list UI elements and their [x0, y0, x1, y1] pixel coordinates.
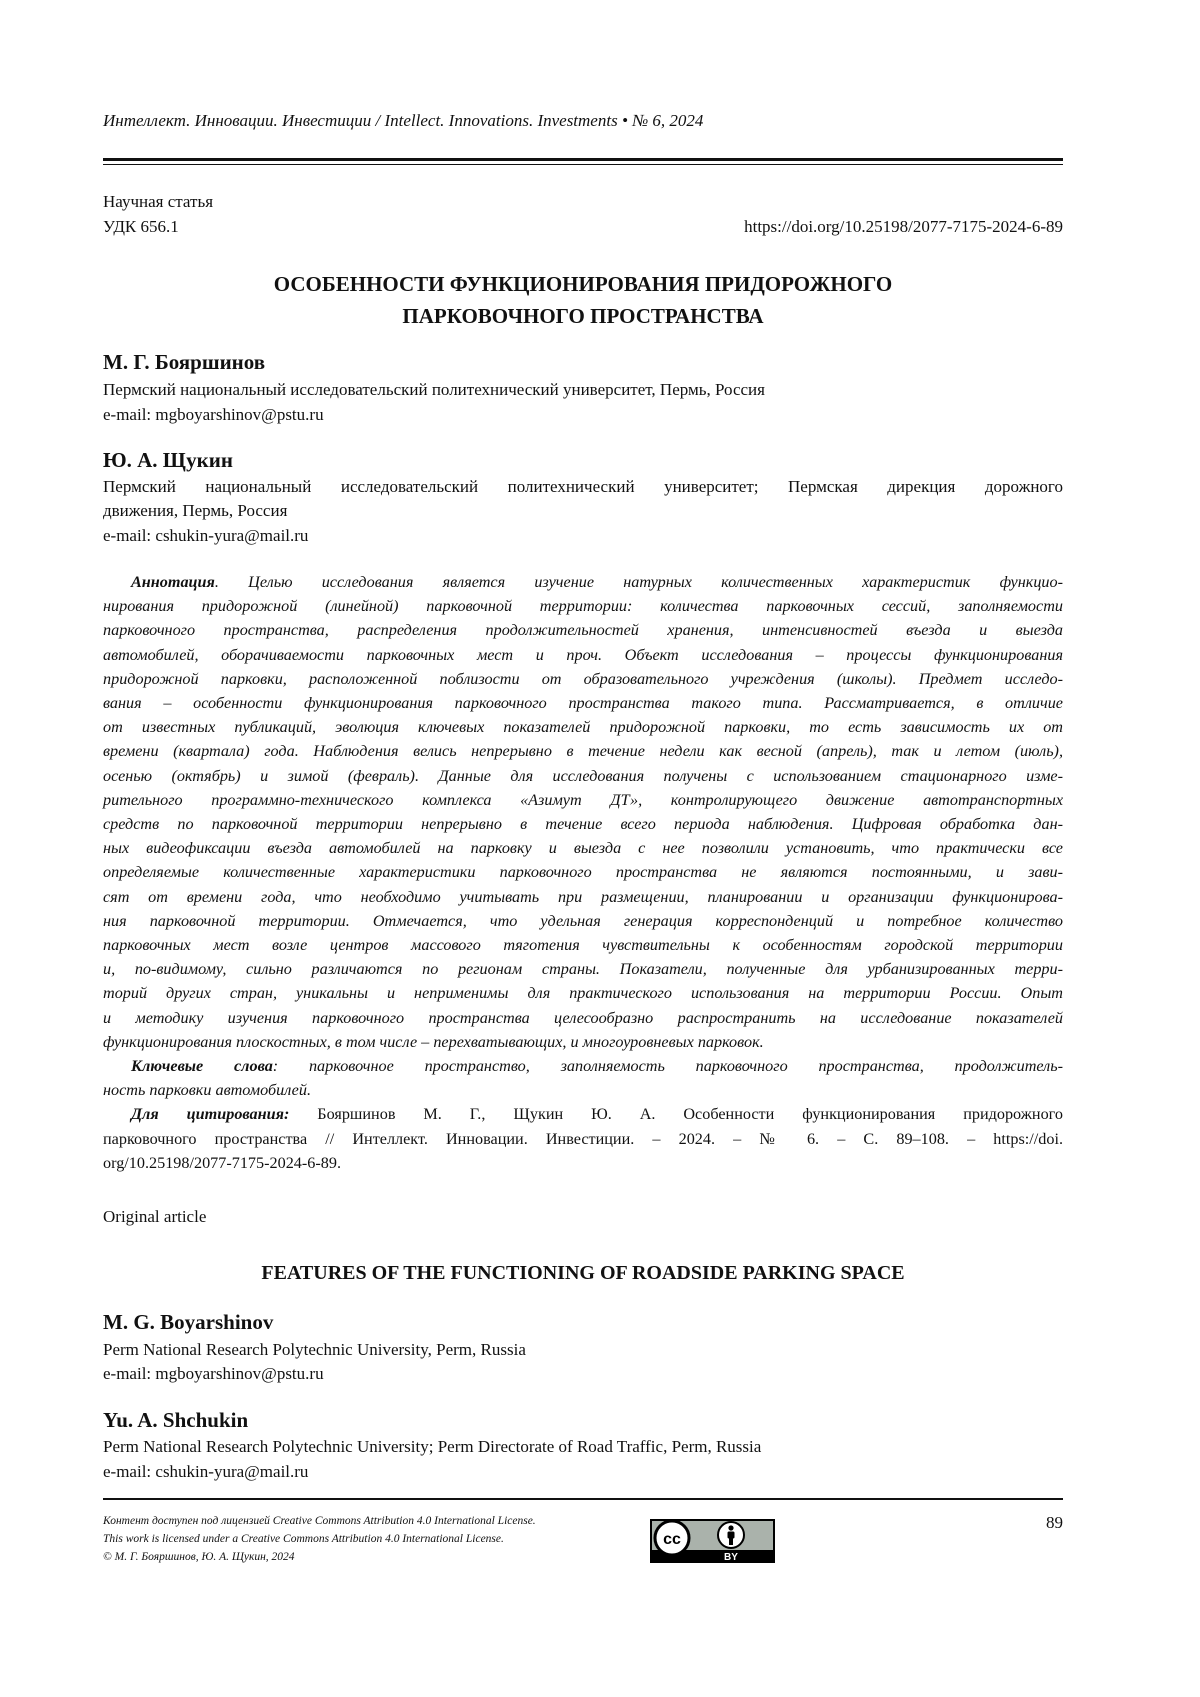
udc-code: УДК 656.1: [103, 217, 179, 237]
header-rule: [103, 158, 1063, 165]
abstract-line: Аннотация. Целью исследования является изучение натурных количественных характеристик функцио-: [103, 570, 1063, 594]
cc-icon-text: cc: [663, 1531, 681, 1548]
license-en: This work is licensed under a Creative Commons Attribution 4.0 International License.: [103, 1530, 536, 1548]
copyright: © М. Г. Бояршинов, Ю. А. Щукин, 2024: [103, 1548, 536, 1566]
citation-line: парковочного пространства // Интеллект. Инновации. Инвестиции. – 2024. – № 6. – С. 89–108. – https://doi.: [103, 1127, 1063, 1151]
keywords-line: Ключевые слова: парковочное пространство, заполняемость парковочного пространства, продолжитель-: [103, 1054, 1063, 1078]
citation-line: org/10.25198/2077-7175-2024-6-89.: [103, 1151, 1063, 1175]
author-ru-2-affiliation-line-1: Пермский национальный исследовательский политехнический университет; Пермская дирекция дорожного: [103, 477, 1063, 497]
title-ru-line-2: ПАРКОВОЧНОГО ПРОСТРАНСТВА: [103, 300, 1063, 332]
abstract-line: автомобилей, оборачиваемости парковочных мест и проч. Объект исследования – процессы функционирования: [103, 643, 1063, 667]
doi-link[interactable]: https://doi.org/10.25198/2077-7175-2024-6-89: [744, 217, 1063, 237]
author-ru-2-name: Ю. А. Щукин: [103, 448, 233, 473]
author-en-2-name: Yu. A. Shchukin: [103, 1408, 248, 1433]
author-en-1-email[interactable]: e-mail: mgboyarshinov@pstu.ru: [103, 1364, 324, 1384]
abstract-line: функционирования плоскостных, в том числе – перехватывающих, и многоуровневых парковок.: [103, 1030, 1063, 1054]
abstract-line: нирования придорожной (линейной) парковочной территории: количества парковочных сессий, заполняемости: [103, 594, 1063, 618]
abstract-line: ния парковочной территории. Отмечается, что удельная генерация корреспонденций и потребное количество: [103, 909, 1063, 933]
author-en-2-email[interactable]: e-mail: cshukin-yura@mail.ru: [103, 1462, 308, 1482]
title-en: FEATURES OF THE FUNCTIONING OF ROADSIDE PARKING SPACE: [103, 1262, 1063, 1285]
author-en-1-name: M. G. Boyarshinov: [103, 1310, 273, 1335]
abstract-line: от известных публикаций, эволюция ключевых показателей придорожной парковки, то есть зависимость их от: [103, 715, 1063, 739]
title-ru: [103, 268, 1063, 332]
author-ru-2-email[interactable]: e-mail: cshukin-yura@mail.ru: [103, 526, 308, 546]
author-en-2-affiliation: Perm National Research Polytechnic University; Perm Directorate of Road Traffic, Perm, Russia: [103, 1437, 761, 1457]
keywords-line: ность парковки автомобилей.: [103, 1078, 1063, 1102]
author-en-1-affiliation: Perm National Research Polytechnic University, Perm, Russia: [103, 1340, 526, 1360]
abstract-block: [103, 570, 1063, 1175]
abstract-label: Аннотация: [131, 573, 215, 591]
author-ru-1-email[interactable]: e-mail: mgboyarshinov@pstu.ru: [103, 405, 324, 425]
attribution-person-icon: [718, 1522, 744, 1548]
abstract-line: осенью (октябрь) и зимой (февраль). Данные для исследования получены с использованием стационарного изме-: [103, 764, 1063, 788]
by-label: BY: [724, 1552, 738, 1563]
abstract-line: придорожной парковки, расположенной поблизости от образовательного учреждения (школы). Предмет исследо-: [103, 667, 1063, 691]
abstract-line: времени (квартала) года. Наблюдения велись непрерывно в течение недели как весной (апрель), так и летом (июль),: [103, 739, 1063, 763]
abstract-line: и методику изучения парковочного пространства целесообразно распространить на исследование показателей: [103, 1006, 1063, 1030]
author-ru-2-affiliation-line-2: движения, Пермь, Россия: [103, 501, 287, 521]
cc-by-badge[interactable]: [650, 1519, 775, 1563]
article-type-en: Original article: [103, 1207, 206, 1227]
running-head: Интеллект. Инновации. Инвестиции / Intellect. Innovations. Investments • № 6, 2024: [103, 111, 703, 131]
keywords-label: Ключевые слова: [131, 1057, 273, 1075]
abstract-line: рительного программно-технического комплекса «Азимут ДТ», контролирующего движение автотранспортных: [103, 788, 1063, 812]
abstract-line: средств по парковочной территории непрерывно в течение всего периода наблюдения. Цифровая обработка дан-: [103, 812, 1063, 836]
author-ru-1-name: М. Г. Бояршинов: [103, 350, 265, 375]
abstract-line: ных видеофиксации въезда автомобилей на парковку и выезда с нее позволили установить, что практически все: [103, 836, 1063, 860]
abstract-line: торий других стран, уникальны и неприменимы для практического использования на территории России. Опыт: [103, 981, 1063, 1005]
abstract-line: парковочного пространства, распределения продолжительностей хранения, интенсивностей въезда и выезда: [103, 618, 1063, 642]
abstract-line: парковочных мест возле центров массового тяготения чувствительны к особенностям городской территории: [103, 933, 1063, 957]
title-ru-line-1: ОСОБЕННОСТИ ФУНКЦИОНИРОВАНИЯ ПРИДОРОЖНОГО: [103, 268, 1063, 300]
footer-rule: [103, 1498, 1063, 1500]
article-type-ru: Научная статья: [103, 192, 213, 212]
abstract-line: и, по-видимому, сильно различаются по регионам страны. Показатели, полученные для урбанизированных терри-: [103, 957, 1063, 981]
license-ru: Контент доступен под лицензией Creative Commons Attribution 4.0 International License.: [103, 1512, 536, 1530]
abstract-line: вания – особенности функционирования парковочного пространства такого типа. Рассматривается, в отличие: [103, 691, 1063, 715]
author-ru-1-affiliation: Пермский национальный исследовательский политехнический университет, Пермь, Россия: [103, 380, 765, 400]
abstract-line: определяемые количественные характеристики парковочного пространства не являются постоянными, и зави-: [103, 860, 1063, 884]
citation-line: Для цитирования: Бояршинов М. Г., Щукин Ю. А. Особенности функционирования придорожного: [103, 1102, 1063, 1126]
page-number: 89: [1046, 1513, 1063, 1533]
citation-label: Для цитирования:: [131, 1105, 289, 1123]
license-block: [103, 1512, 536, 1566]
abstract-line: сят от времени года, что необходимо учитывать при размещении, планировании и организации функционирова-: [103, 885, 1063, 909]
